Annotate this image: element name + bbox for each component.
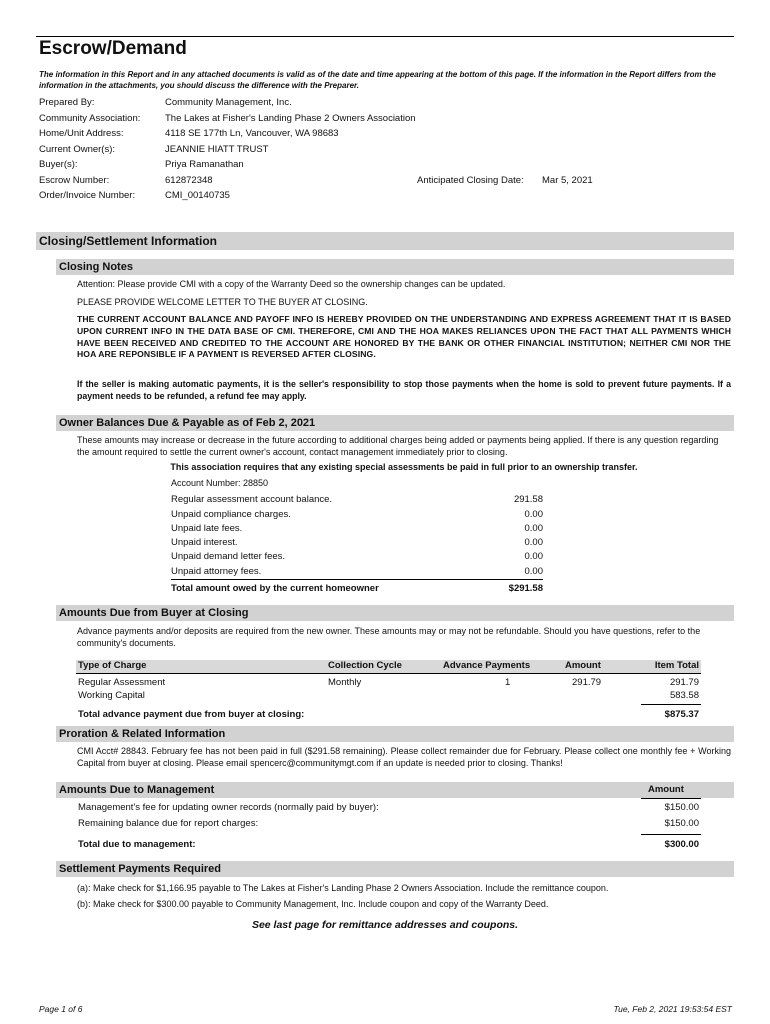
balance-row (171, 494, 543, 508)
item-total: 291.79 (669, 677, 699, 688)
buyer-charges-header (76, 660, 701, 674)
balance-amount: 0.00 (524, 537, 543, 548)
info-value: 612872348 (165, 174, 213, 186)
info-value: The Lakes at Fisher's Landing Phase 2 Owners Association (165, 112, 416, 124)
subsection-closing-notes: Closing Notes (56, 259, 734, 275)
balance-row (171, 566, 543, 580)
balance-row (171, 551, 543, 565)
col-type-of-charge: Type of Charge (78, 660, 147, 671)
item-total: 583.58 (669, 690, 699, 701)
section-header-closing: Closing/Settlement Information (36, 232, 734, 250)
report-intro: The information in this Report and in any attached documents is valid as of the date and time appearing at the bottom of this page. If the information in the Report differs from the information in the attachments, you should discuss the difference with the Preparer. (39, 70, 716, 90)
balance-amount: 0.00 (524, 566, 543, 577)
management-due-title: Amounts Due to Management (59, 784, 215, 796)
balance-amount: 0.00 (524, 551, 543, 562)
info-value: 4118 SE 177th Ln, Vancouver, WA 98683 (165, 128, 339, 139)
closing-date-value: Mar 5, 2021 (542, 174, 593, 186)
management-total-rule (641, 834, 701, 835)
info-row (39, 128, 639, 144)
info-label: Buyer(s): (39, 159, 78, 170)
special-assessment-requirement: This association requires that any existing special assessments be paid in full prior to an ownership transfer. (170, 462, 638, 472)
info-value: Community Management, Inc. (165, 97, 292, 108)
buyer-due-description: Advance payments and/or deposits are required from the new owner. These amounts may or may not be refundable. Should you have questions, refer to the community's documents. (77, 626, 701, 648)
buyer-total-row (76, 709, 701, 722)
collection-cycle: Monthly (328, 677, 362, 688)
balance-label: Unpaid compliance charges. (171, 509, 291, 520)
remittance-note: See last page for remittance addresses and coupons. (251, 919, 519, 931)
buyer-total-amount: $875.37 (664, 709, 699, 720)
balance-amount: 0.00 (524, 509, 543, 520)
title-rule (36, 36, 734, 37)
info-label: Current Owner(s): (39, 143, 116, 155)
report-timestamp: Tue, Feb 2, 2021 19:53:54 EST (613, 1004, 732, 1014)
owner-balances-description: These amounts may increase or decrease in the future according to additional charges being added or payments being applied. If there is any question regarding the amount required to settle the current owner's account, contact management immediately prior to closing. (77, 435, 719, 457)
subsection-buyer-due: Amounts Due from Buyer at Closing (56, 605, 734, 621)
info-row (39, 144, 639, 160)
info-value: Priya Ramanathan (165, 159, 244, 170)
closing-note-warranty: Attention: Please provide CMI with a copy of the Warranty Deed so the ownership changes can be updated. (77, 279, 506, 289)
account-number: Account Number: 28850 (171, 478, 269, 488)
management-row (76, 818, 701, 831)
subsection-proration: Proration & Related Information (56, 726, 734, 742)
info-label: Prepared By: (39, 97, 95, 108)
management-total-amount: $300.00 (664, 839, 699, 850)
subsection-settlement: Settlement Payments Required (56, 861, 734, 877)
settlement-line-b: (b): Make check for $300.00 payable to Community Management, Inc. Include coupon and copy of the Warranty Deed. (77, 899, 549, 909)
page-number: Page 1 of 6 (39, 1004, 83, 1014)
balance-label: Unpaid attorney fees. (171, 566, 262, 577)
table-row (76, 677, 701, 690)
info-label: Home/Unit Address: (39, 128, 124, 139)
balance-amount: 0.00 (524, 523, 543, 534)
management-amount-header: Amount (648, 784, 684, 795)
document-title: Escrow/Demand (39, 38, 187, 59)
charge-type: Regular Assessment (78, 677, 166, 688)
closing-date-label: Anticipated Closing Date: (417, 174, 524, 186)
col-advance-payments: Advance Payments (443, 660, 531, 671)
closing-note-welcome: PLEASE PROVIDE WELCOME LETTER TO THE BUYER AT CLOSING. (77, 297, 368, 307)
closing-note-autopay: If the seller is making automatic payments, it is the seller's responsibility to stop those payments when the home is sold to prevent future payments. If a payment needs to be refunded, a refund fee may apply. (77, 379, 731, 401)
balance-row (171, 523, 543, 537)
balance-label: Unpaid demand letter fees. (171, 551, 286, 562)
proration-text: CMI Acct# 28843. February fee has not been paid in full ($291.58 remaining). Please collect remainder due for February. Please collect one monthly fee + Working Capital from buyer at closing. Please email spencerc@communitymgt.com if an update is needed prior to closing. Thanks! (77, 746, 731, 768)
balance-amount: 291.58 (513, 494, 543, 505)
info-row (39, 190, 639, 206)
buyer-total-rule (641, 704, 701, 705)
balance-total-label: Total amount owed by the current homeowner (171, 583, 379, 594)
col-collection-cycle: Collection Cycle (328, 660, 402, 671)
balance-total-row (171, 583, 543, 597)
management-total-row (76, 839, 701, 852)
management-fee-amount: $150.00 (664, 802, 699, 813)
settlement-line-a: (a): Make check for $1,166.95 payable to The Lakes at Fisher's Landing Phase 2 Owners Association. Include the remittance coupon. (77, 883, 609, 893)
charge-type: Working Capital (78, 690, 145, 701)
info-row (39, 113, 639, 129)
charge-amount: 291.79 (572, 677, 602, 688)
advance-payments: 1 (505, 677, 511, 688)
management-header-rule (641, 798, 701, 799)
balance-label: Unpaid late fees. (171, 523, 243, 534)
info-label: Escrow Number: (39, 174, 110, 186)
table-row (76, 690, 701, 703)
col-amount: Amount (565, 660, 601, 671)
buyer-total-label: Total advance payment due from buyer at closing: (78, 709, 305, 720)
management-fee-label: Management's fee for updating owner records (normally paid by buyer): (78, 802, 379, 813)
subsection-owner-balances: Owner Balances Due & Payable as of Feb 2, 2021 (56, 415, 734, 431)
closing-note-disclaimer: THE CURRENT ACCOUNT BALANCE AND PAYOFF INFO IS HEREBY PROVIDED ON THE UNDERSTANDING AND EXPRESS AGREEMENT THAT IT IS BASED UPON CURRENT INFO IN THE DATA BASE OF CMI. THEREFORE, CMI AND THE HOA MAKES RELIANCES UPON THE FACT THAT ALL PAYMENTS WHICH HAVE BEEN RECEIVED AND CREDITED TO THE ACCOUNT ARE HONORED BY THE BANK OR OTHER FINANCIAL INSTITUTION; NEITHER CMI NOR THE HOA ARE REPONSIBLE IF A PAYMENT IS REVERSED AFTER CLOSING. (77, 314, 731, 360)
info-row (39, 97, 639, 113)
preparer-info (39, 97, 639, 206)
balance-total-rule (171, 579, 543, 580)
info-value: CMI_00140735 (165, 190, 230, 201)
info-label: Community Association: (39, 112, 141, 124)
balance-row (171, 537, 543, 551)
info-label: Order/Invoice Number: (39, 190, 136, 201)
info-row (39, 159, 639, 175)
info-row (39, 175, 639, 191)
report-charges-label: Remaining balance due for report charges: (78, 818, 259, 829)
info-value: JEANNIE HIATT TRUST (165, 143, 269, 155)
balance-label: Unpaid interest. (171, 537, 238, 548)
report-charges-amount: $150.00 (664, 818, 699, 829)
balance-total-amount: $291.58 (508, 583, 543, 594)
col-item-total: Item Total (654, 660, 699, 671)
balance-label: Regular assessment account balance. (171, 494, 333, 505)
management-row (76, 802, 701, 815)
management-total-label: Total due to management: (78, 839, 196, 850)
balance-row (171, 509, 543, 523)
subsection-management-due (56, 782, 734, 798)
